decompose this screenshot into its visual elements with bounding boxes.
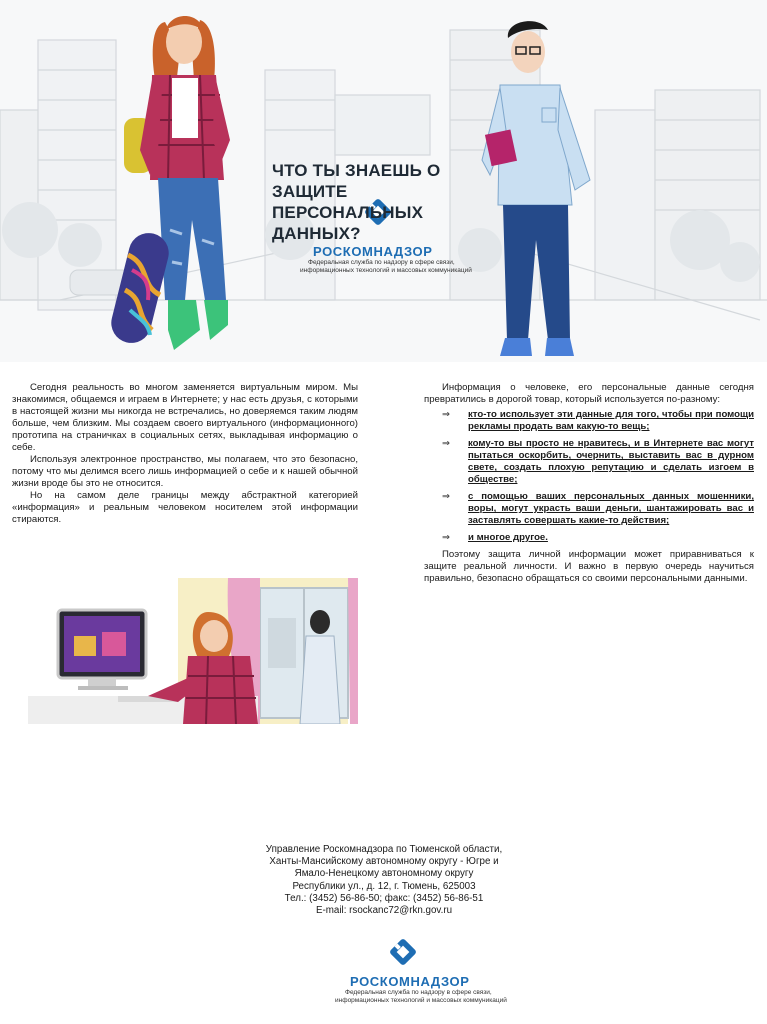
risk-list-item: ⇒ кто-то использует эти данные для того, чтобы при помощи рекламы продать вам какую-то вещь; (442, 409, 754, 432)
left-paragraph-3: Но на самом деле границы между абстрактной категорией «информация» и реальным человеком носителем этой информации стираются. (12, 490, 358, 525)
right-text-column (424, 382, 754, 585)
contacts-line-1: Управление Роскомнадзора по Тюменской области, (265, 844, 503, 855)
left-paragraph-2: Используя электронное пространство, мы полагаем, что это безопасно, потому что мы делимся всего лишь информацией о себе и к нашей обычной жизни вроде бы это не относится. (12, 454, 358, 489)
brand-logo-icon (387, 936, 419, 968)
contacts-line-3: Ямало-Ненецкому автономному округу (294, 868, 474, 880)
left-paragraph-1: Сегодня реальность во многом заменяется виртуальным миром. Мы знакомимся, общаемся и играем в Интернете; у нас есть друзья, с которыми в настоящей жизни мы никогда не встречались, но доверяемся таким людям больше, чем близким. Мы создаем своего виртуального (информационного) прототипа на страничках в социальных сетях, выкладывая информацию о себе. (12, 382, 358, 453)
brand-subtitle-line1: Федеральная служба по надзору в сфере связи, (345, 989, 492, 996)
hero-title-line2: ПЕРСОНАЛЬНЫХ ДАННЫХ? (272, 203, 424, 243)
contacts-address: Республики ул., д. 12, г. Тюмень, 625003 (292, 880, 476, 892)
risk-list-item: ⇒ с помощью ваших персональных данных мошенники, воры, могут украсть ваши деньги, шантажировать вас и заставлять совершать какие-то действия; (442, 491, 754, 526)
brand-subtitle-line1: Федеральная служба по надзору в сфере связи, (308, 259, 455, 266)
risk-list (424, 409, 754, 544)
arrow-right-icon: ⇒ (442, 532, 451, 543)
risk-list-item: ⇒ и многое другое. (442, 532, 548, 543)
right-outro: Поэтому защита личной информации может приравниваться к защите реальной личности. И важно в первую очередь научиться правильно, безопасно обращаться со своими персональными данными. (424, 549, 754, 584)
left-text-column (12, 382, 358, 526)
hero-title-line1: ЧТО ТЫ ЗНАЕШЬ О ЗАЩИТЕ (272, 161, 441, 201)
girl-at-computer-illustration (28, 578, 358, 724)
right-intro: Информация о человеке, его персональные данные сегодня превратились в дорогой товар, который используется по-разному: (424, 382, 754, 405)
arrow-right-icon: ⇒ (442, 491, 451, 502)
contacts-line-2: Ханты-Мансийскому автономному округу - Югре и (269, 856, 499, 868)
brand-subtitle-line2: информационных технологий и массовых коммуникаций (300, 266, 472, 274)
arrow-right-icon: ⇒ (442, 438, 451, 449)
contacts-email: E-mail: rsockanc72@rkn.gov.ru (315, 905, 453, 917)
brand-name: РОСКОМНАДЗОР (313, 244, 433, 259)
hero-banner (0, 0, 767, 362)
brand-subtitle-line2: информационных технологий и массовых коммуникаций (335, 996, 507, 1004)
brand-block-top (300, 244, 472, 274)
hero-title (272, 160, 502, 244)
brand-name: РОСКОМНАДЗОР (350, 974, 470, 989)
contacts-block (170, 844, 598, 917)
risk-list-item: ⇒ кому-то вы просто не нравитесь, и в Интернете вас могут пытаться оскорбить, очернить, выставить вас в дурном свете, создать плохую репутацию и сделать изгоем в обществе; (442, 438, 754, 485)
brand-block-bottom (335, 974, 507, 1004)
contacts-phone: Тел.: (3452) 56-86-50; факс: (3452) 56-86-51 (284, 892, 484, 904)
arrow-right-icon: ⇒ (442, 409, 451, 420)
